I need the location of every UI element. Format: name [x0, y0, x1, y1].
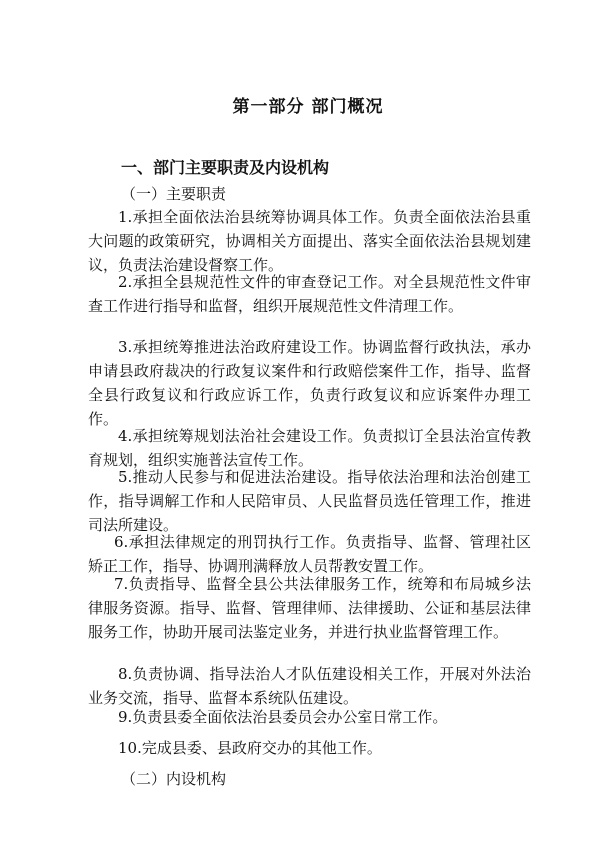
subsection-heading-structure: （二）内设机构	[121, 770, 227, 788]
duty-paragraph-4: 4.承担统筹规划法治社会建设工作。负责拟订全县法治宣传教育规划，组织实施普法宣传工作。	[88, 427, 531, 469]
duty-paragraph-10: 10.完成县委、县政府交办的其他工作。	[118, 739, 382, 757]
duty-paragraph-7: 7.负责指导、监督全县公共法律服务工作，统筹和布局城乡法律服务资源。指导、监督、管理律师、法律援助、公证和基层法律服务工作，协助开展司法鉴定业务，并进行执业监督管理工作。	[88, 575, 531, 641]
duty-paragraph-5: 5.推动人民参与和促进法治建设。指导依法治理和法治创建工作，指导调解工作和人民陪审员、人民监督员选任管理工作，推进司法所建设。	[88, 468, 531, 534]
duty-paragraph-8: 8.负责协调、指导法治人才队伍建设相关工作，开展对外法治业务交流，指导、监督本系统队伍建设。	[88, 665, 531, 707]
page-title: 第一部分 部门概况	[232, 97, 384, 117]
duty-paragraph-1: 1.承担全面依法治县统筹协调具体工作。负责全面依法治县重大问题的政策研究，协调相关方面提出、落实全面依法治县规划建议，负责法治建设督察工作。	[88, 208, 531, 274]
duty-paragraph-3: 3.承担统筹推进法治政府建设工作。协调监督行政执法，承办申请县政府裁决的行政复议案件和行政赔偿案件工作，指导、监督全县行政复议和行政应诉工作，负责行政复议和应诉案件办理工作。	[88, 338, 531, 428]
section-heading: 一、部门主要职责及内设机构	[121, 158, 330, 177]
duty-paragraph-9: 9.负责县委全面依法治县委员会办公室日常工作。	[118, 708, 448, 726]
duty-paragraph-2: 2.承担全县规范性文件的审查登记工作。对全县规范性文件审查工作进行指导和监督，组织开展规范性文件清理工作。	[88, 273, 531, 315]
duty-paragraph-6: 6.承担法律规定的刑罚执行工作。负责指导、监督、管理社区矫正工作，指导、协调刑满释放人员帮教安置工作。	[88, 533, 531, 575]
subsection-heading-duties: （一）主要职责	[121, 185, 227, 203]
